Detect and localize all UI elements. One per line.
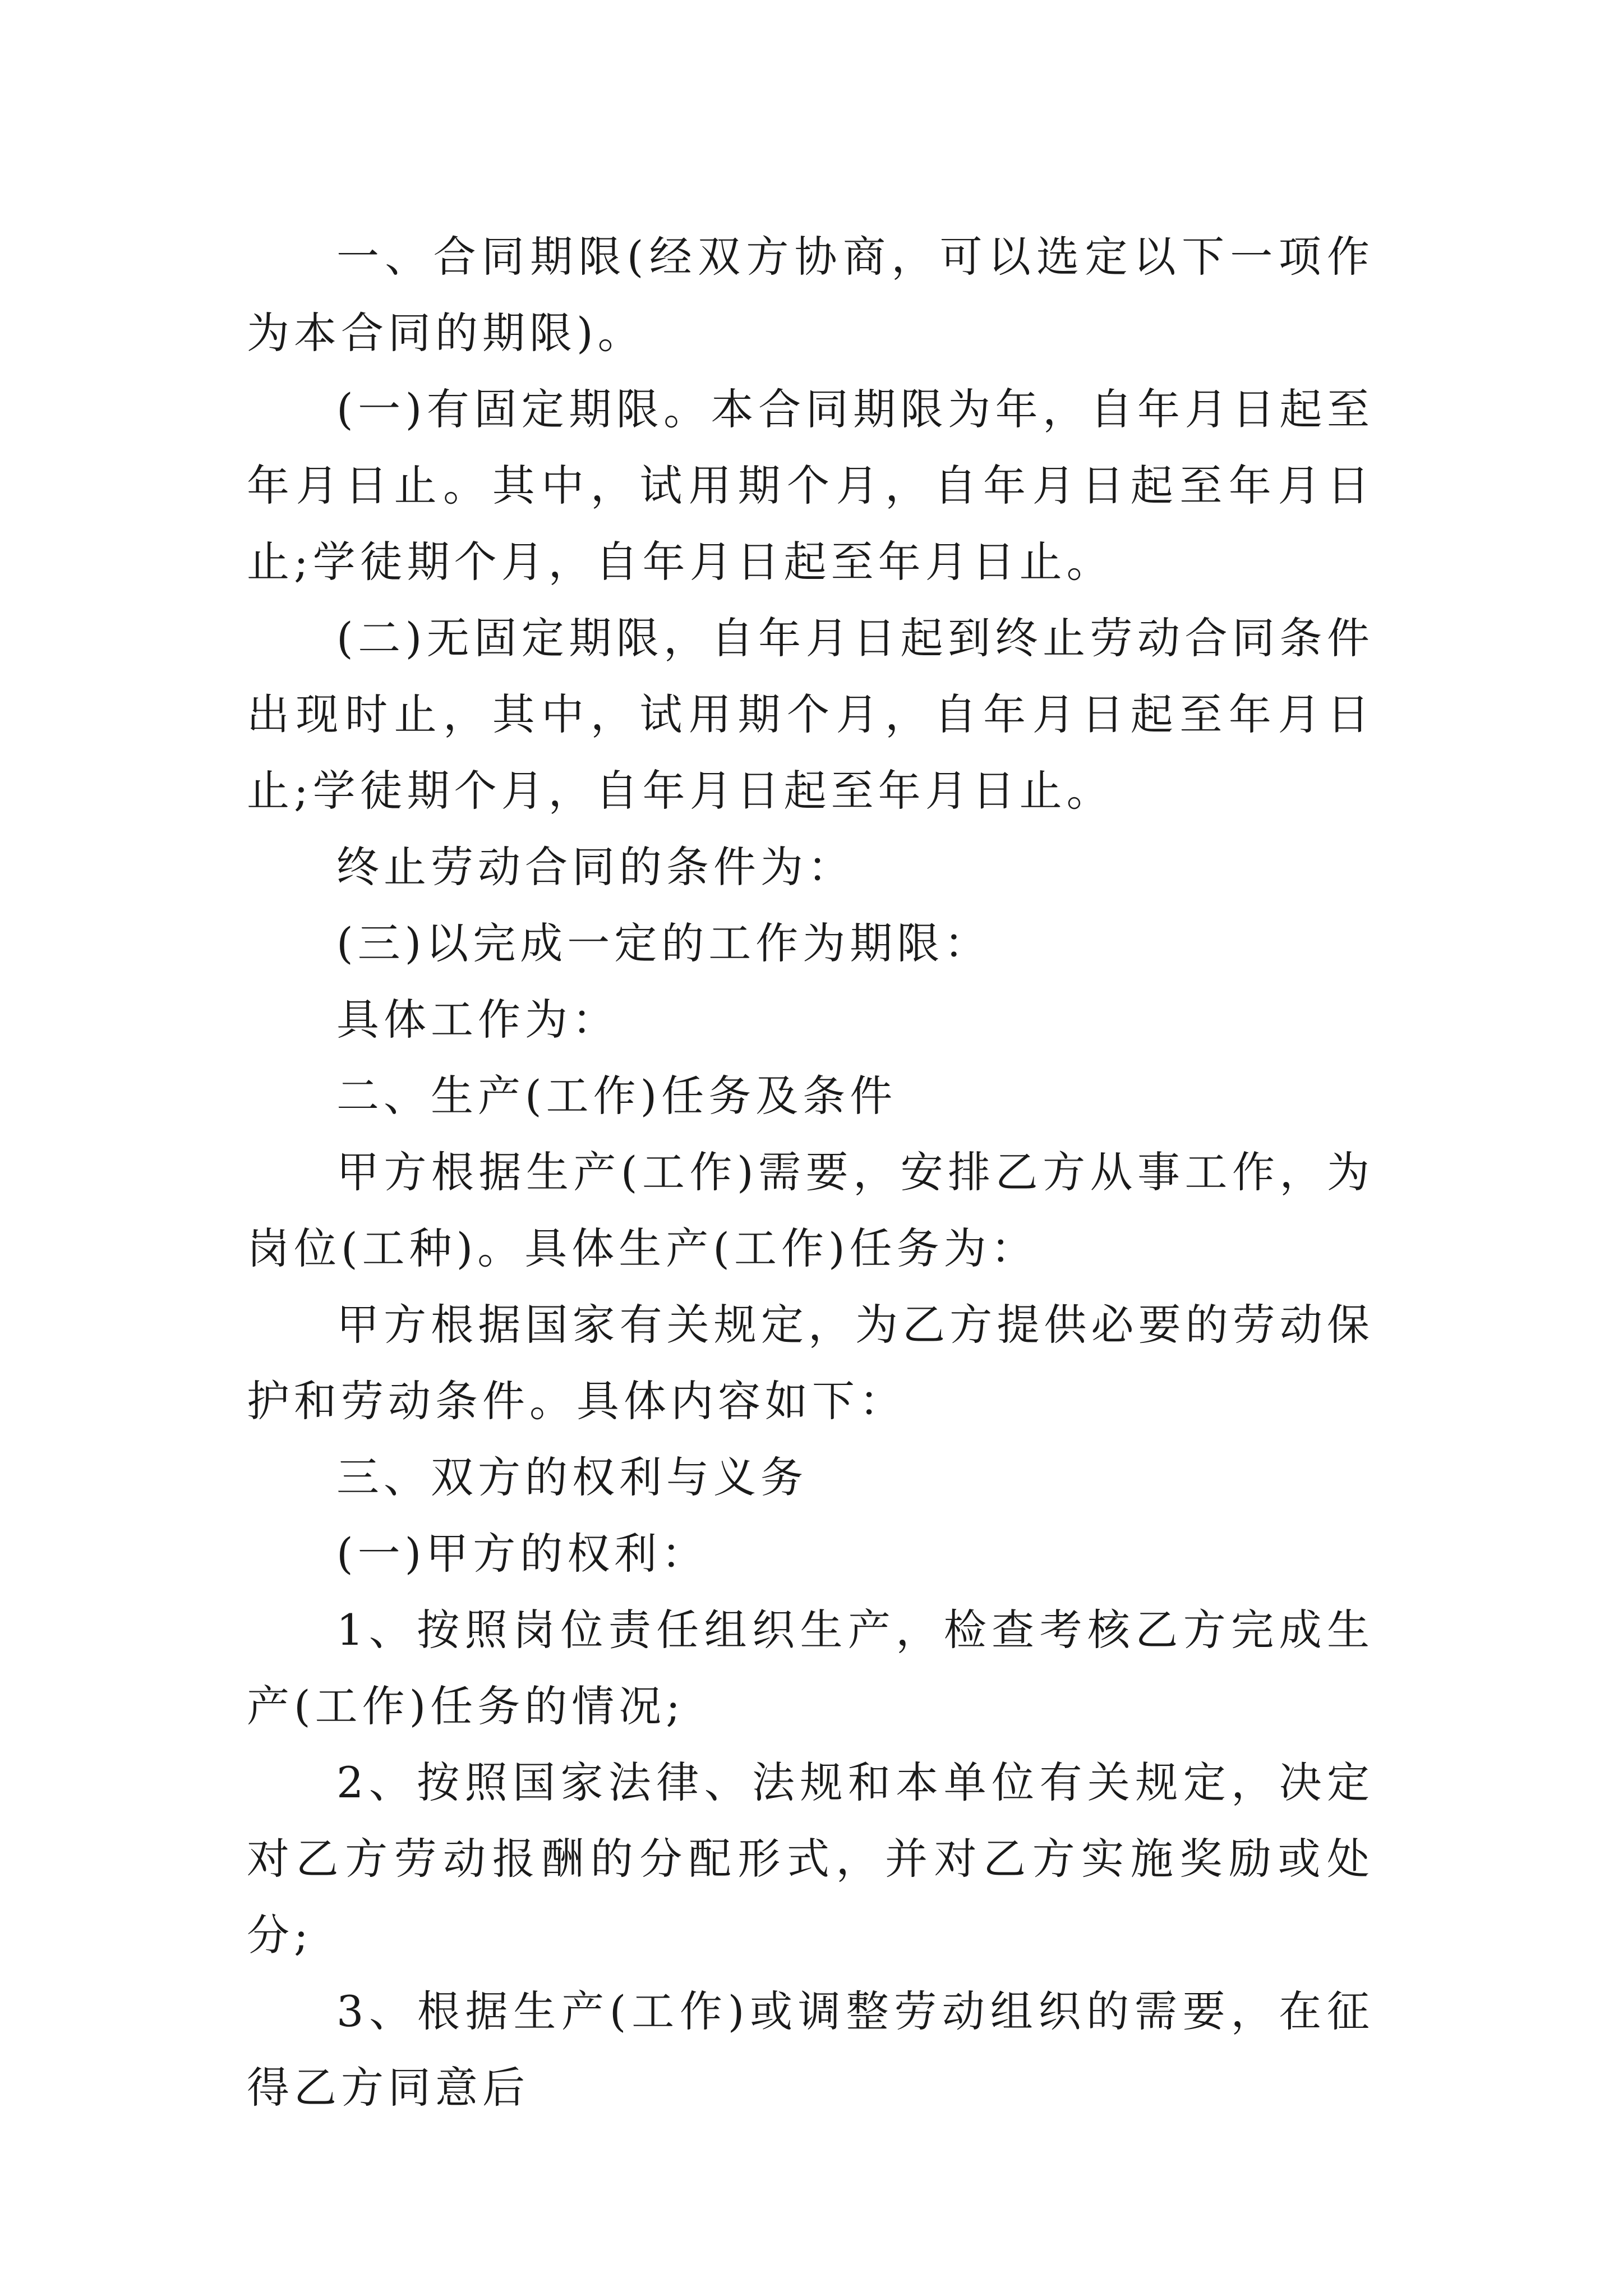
heading-rights-obligations: 三、双方的权利与义务 xyxy=(336,1452,808,1502)
list-item-right-3: 3、根据生产(工作)或调整劳动组织的需要，在征得乙方同意后 xyxy=(247,1986,1374,2113)
list-item-right-1: 1、按照岗位责任组织生产，检查考核乙方完成生产(工作)任务的情况; xyxy=(247,1605,1374,1731)
paragraph-open-term: (二)无固定期限，自年月日起到终止劳动合同条件出现时止，其中，试用期个月，自年月日起至年月日止;学徒期个月，自年月日起至年月日止。 xyxy=(247,613,1374,816)
document-body xyxy=(247,219,1374,2126)
paragraph-contract-term: 一、合同期限(经双方协商，可以选定以下一项作为本合同的期限)。 xyxy=(247,232,1374,358)
list-item-right-2: 2、按照国家法律、法规和本单位有关规定，决定对乙方劳动报酬的分配形式，并对乙方实施奖励或处分; xyxy=(247,1757,1374,1960)
paragraph-job-assignment: 甲方根据生产(工作)需要，安排乙方从事工作，为岗位(工种)。具体生产(工作)任务为： xyxy=(247,1147,1374,1273)
paragraph-termination-conditions: 终止劳动合同的条件为： xyxy=(336,842,855,892)
paragraph-fixed-term: (一)有固定期限。本合同期限为年，自年月日起至年月日止。其中，试用期个月，自年月日起至年月日止;学徒期个月，自年月日起至年月日止。 xyxy=(247,384,1374,587)
paragraph-task-based-term: (三)以完成一定的工作为期限： xyxy=(336,918,992,968)
paragraph-labor-protection: 甲方根据国家有关规定，为乙方提供必要的劳动保护和劳动条件。具体内容如下： xyxy=(247,1300,1374,1426)
paragraph-specific-work: 具体工作为： xyxy=(336,995,619,1045)
heading-party-a-rights: (一)甲方的权利： xyxy=(336,1529,709,1579)
heading-production-tasks: 二、生产(工作)任务及条件 xyxy=(336,1071,897,1121)
